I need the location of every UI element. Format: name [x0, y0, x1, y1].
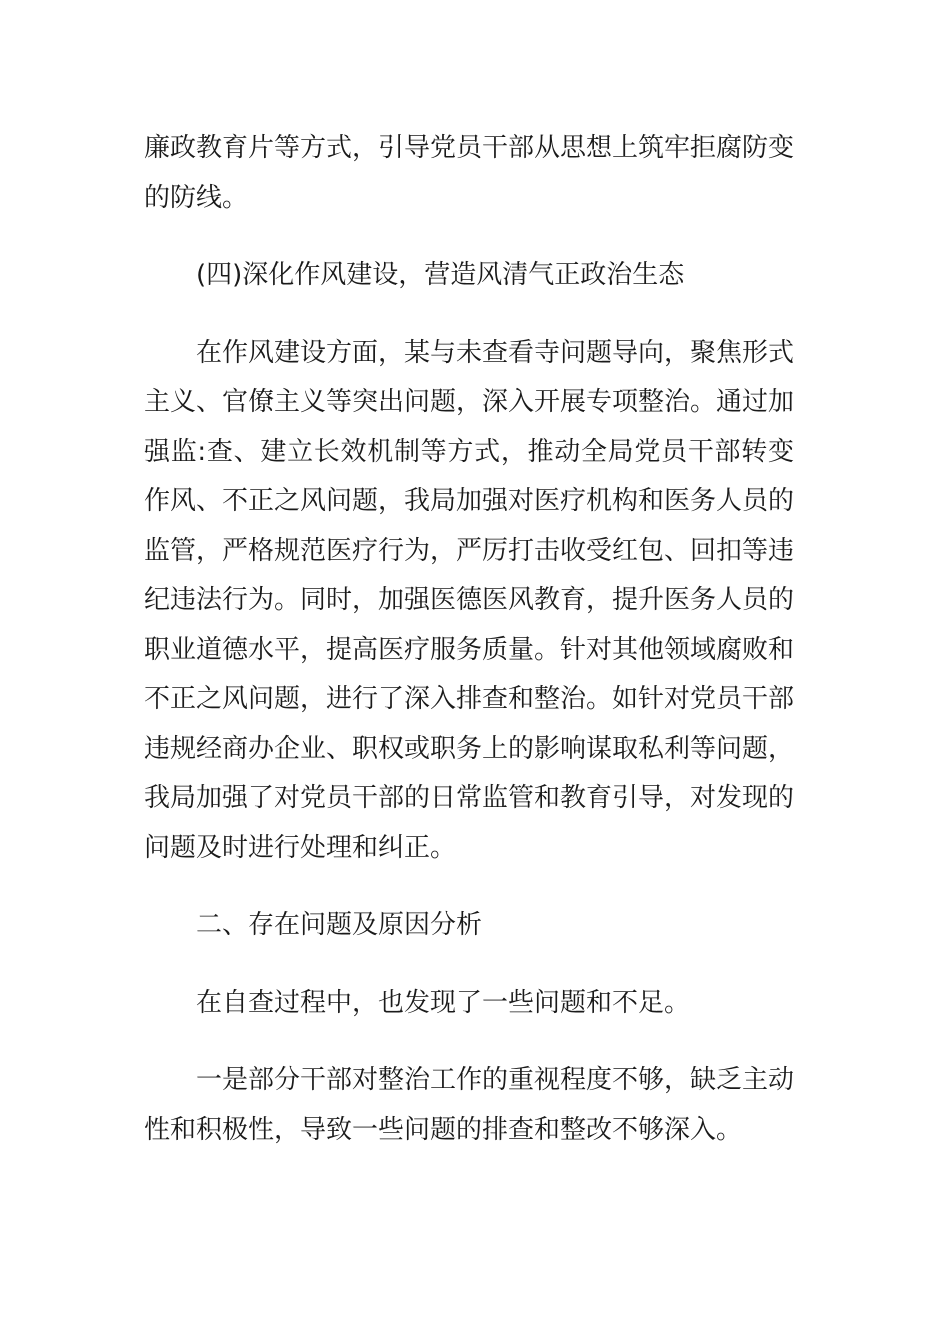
section-heading-4: (四)深化作风建设，营造风清气正政治生态 — [196, 260, 685, 290]
paragraph-work-style: 在作风建设方面，某与未查看寺问题导向，聚焦形式主义、官僚主义等突出问题，深入开展专项整治。通过加强监:查、建立长效机制等方式，推动全局党员干部转变作风、不正之风问题，我局加强对医疗机构和医务人员的监管，严格规范医疗行为，严厉打击收受红包、回扣等违纪违法行为。同时，加强医德医风教育，提升医务人员的职业道德水平，提高医疗服务质量。针对其他领域腐败和不正之风问题，进行了深入排查和整治。如针对党员干部违规经商办企业、职权或职务上的影响谋取私利等问题，我局加强了对党员干部的日常监管和教育引导，对发现的问题及时进行处理和纠正。 — [144, 337, 795, 863]
paragraph-continuation: 廉政教育片等方式，引导党员干部从思想上筑牢拒腐防变的防线。 — [144, 133, 795, 213]
paragraph-problem-one: 一是部分干部对整治工作的重视程度不够，缺乏主动性和积极性，导致一些问题的排查和整改不够深入。 — [144, 1065, 795, 1145]
paragraph-self-check: 在自查过程中，也发现了一些问题和不足。 — [196, 987, 691, 1018]
document-body — [144, 124, 794, 1183]
section-heading-problems: 二、存在问题及原因分析 — [196, 910, 483, 940]
